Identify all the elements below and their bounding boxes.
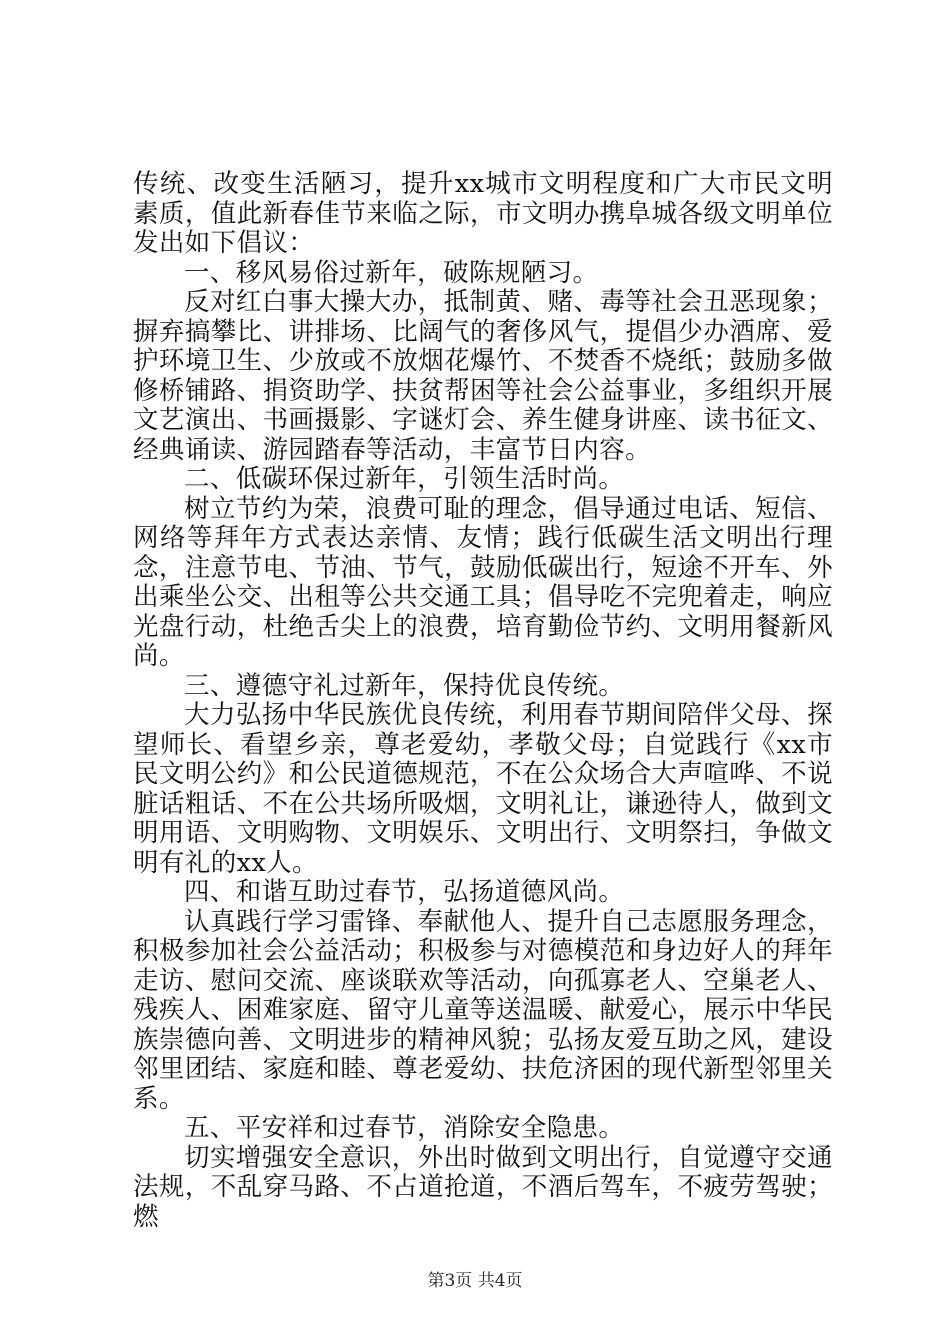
paragraph-section-5: 切实增强安全意识，外出时做到文明出行，自觉遵守交通法规，不乱穿马路、不占道抢道，不酒后驾车，不疲劳驾驶；燃 [133, 1142, 833, 1232]
document-body [133, 170, 833, 1232]
paragraph-intro-continuation: 传统、改变生活陋习，提升xx城市文明程度和广大市民文明素质，值此新春佳节来临之际，市文明办携阜城各级文明单位发出如下倡议： [133, 169, 833, 258]
paragraph-section-2: 树立节约为荣，浪费可耻的理念，倡导通过电话、短信、网络等拜年方式表达亲情、友情；践行低碳生活文明出行理念，注意节电、节油、节气，鼓励低碳出行，短途不开车、外出乘坐公交、出租等公共交通工具；倡导吃不完兜着走，响应光盘行动，杜绝舌尖上的浪费，培育勤俭节约、文明用餐新风尚。 [133, 493, 833, 671]
section-heading-4: 四、和谐互助过春节，弘扬道德风尚。 [184, 877, 625, 907]
section-heading-2: 二、低碳环保过新年，引领生活时尚。 [184, 464, 625, 494]
paragraph-section-3: 大力弘扬中华民族优良传统，利用春节期间陪伴父母、探望师长、看望乡亲，尊老爱幼，孝敬父母；自觉践行《xx市民文明公约》和公民道德规范，不在公众场合大声喧哗、不说脏话粗话、不在公共场所吸烟，文明礼让，谦逊待人，做到文明用语、文明购物、文明娱乐、文明出行、文明祭扫，争做文明有礼的xx人。 [133, 700, 833, 878]
section-heading-5: 五、平安祥和过春节，消除安全隐患。 [184, 1113, 625, 1143]
paragraph-section-4: 认真践行学习雷锋、奉献他人、提升自己志愿服务理念，积极参加社会公益活动；积极参与对德模范和身边好人的拜年走访、慰问交流、座谈联欢等活动，向孤寡老人、空巢老人、残疾人、困难家庭、留守儿童等送温暖、献爱心，展示中华民族崇德向善、文明进步的精神风貌；弘扬友爱互助之风，建设邻里团结、家庭和睦、尊老爱幼、扶危济困的现代新型邻里关系。 [133, 906, 833, 1114]
page-number-footer: 第3页 共4页 [427, 1271, 523, 1291]
section-heading-1: 一、移风易俗过新年，破陈规陋习。 [184, 257, 599, 288]
paragraph-section-1: 反对红白事大操大办，抵制黄、赌、毒等社会丑恶现象；摒弃搞攀比、讲排场、比阔气的奢侈风气，提倡少办酒席、爱护环境卫生、少放或不放烟花爆竹、不焚香不烧纸；鼓励多做修桥铺路、捐资助学、扶贫帮困等社会公益事业，多组织开展文艺演出、书画摄影、字谜灯会、养生健身讲座、读书征文、经典诵读、游园踏春等活动，丰富节日内容。 [133, 287, 833, 465]
section-heading-3: 三、遵德守礼过新年，保持优良传统。 [184, 670, 625, 701]
